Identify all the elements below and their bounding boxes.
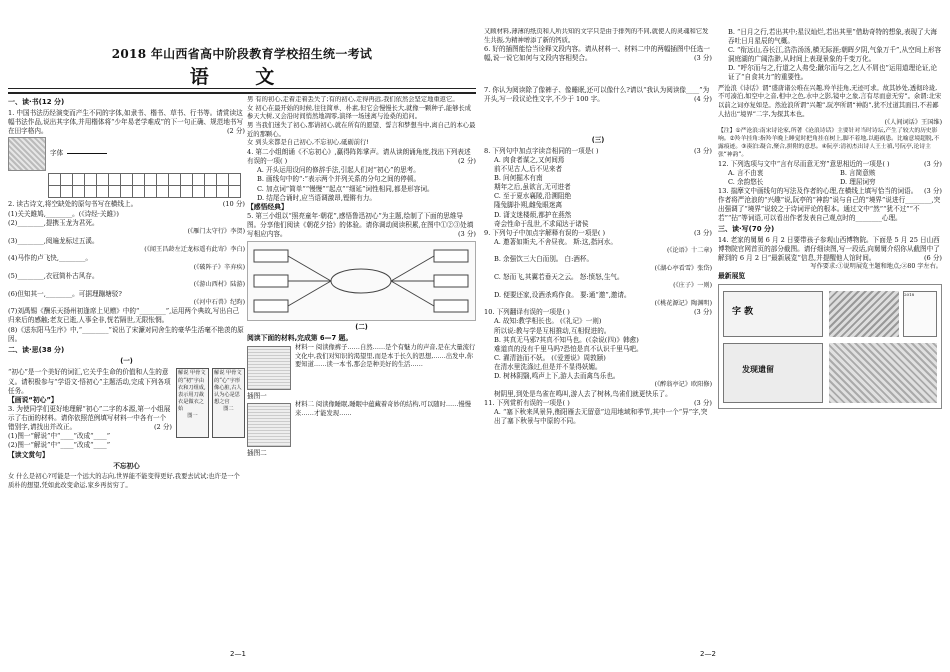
exhibition-photo	[829, 291, 899, 337]
option[interactable]: B. “日月之行,若出其中;星汉灿烂,若出其里”借助奇特的想象,表现了大海吞吐日月星辰的气概。	[728, 28, 937, 46]
option[interactable]: B. 余强饮三大白而别。 白:酒杯。	[494, 255, 594, 264]
question-8: 8. 下列句中加点字读音相同的一项是( ) (3 分)	[484, 146, 712, 155]
q2-line: (6)但知其一,________。可据理蹦塘驳?	[8, 289, 122, 298]
option: 所以说:教与学是互相推动,互相促进的。	[494, 326, 611, 335]
material-2: 材料二 阅读像睡眠,睡眠中蕴藏着奇妙的结构,可以随时……慢慢来……才能发现……	[295, 400, 472, 417]
option[interactable]: B. 画线句中的“:”表示两个并列关系的分句之间的停顿。	[257, 175, 421, 184]
figure-caption-1: 插图一	[247, 391, 267, 400]
option[interactable]: D. 便要还家,设酒杀鸡作食。 要:通“邀”,邀请。	[494, 290, 631, 299]
figure-cards	[176, 368, 245, 438]
option[interactable]: B. 问何掘木有南	[494, 174, 543, 183]
option-source: (《桃花源记》陶渊明)	[654, 299, 712, 307]
q1-answer-area	[8, 137, 245, 171]
question-11: 11. 下列赏析有误的一项是( ) (3 分)	[484, 398, 712, 407]
exam-title: 2018 年山西省高中阶段教育学校招生统一考试	[111, 47, 373, 61]
q1-font-blank[interactable]	[67, 153, 107, 154]
option[interactable]: D. 结尾合诵时,应当语调激昂,铿锵有力。	[257, 193, 376, 202]
mind-map-drawing	[248, 242, 475, 320]
q2-source: (《河中石兽》纪昀)	[193, 298, 245, 306]
dialog-line: 女 初心在最开始的时候,往往简单、朴素,但它会慢慢长大,就像一颗种子,能够长成参天大树,又会沿时间悄然地凋零,演绎一场迷离与沧桑的追问。	[247, 104, 472, 121]
dialog-line: 男 当我们迷失了初心,那请初心,就在所有的愿望、誓言和梦想当中,离自己的本心最近的那颗心。	[247, 122, 476, 138]
option[interactable]: D. 树林阴翳,鸣声上下,游人去而禽鸟乐也。	[494, 372, 620, 380]
option[interactable]: A. 开头运用设问的修辞手法,引起人们对“初心”的思考。	[257, 166, 420, 175]
option-source: (《醉翁亭记》欧阳修)	[654, 381, 712, 389]
tag-classics: 【感悟经典】	[247, 202, 288, 211]
part1-heading: 一、读·书(12 分)	[8, 98, 65, 106]
material-continued: 又顾材料,薄薄的纸页和人所共知的文字只是由于排列的不同,就使人的灵魂和它发生共振,为精神增添了新的钙质。	[484, 28, 709, 44]
option[interactable]: B. 其真无马邪?其真不知马也。(《杂说(四)》韩愈)	[494, 335, 639, 344]
option: 期年之后,虽欲言,无可进者	[494, 183, 571, 192]
option[interactable]: C. 余韵悠长	[728, 177, 764, 186]
dialog-line: 女 到头来都是自己初心,不忘初心,砥砺前行!	[247, 139, 369, 147]
material-1: 材料一 阅读像裤子……自然……是个有魅力的声音,是在大量流行文化中,我们对知识的渴望里,而是本于长久的思想,……出发中,你要知道……读一本书,那会是种美好的生活……	[295, 343, 476, 369]
title-divider-bold	[8, 92, 476, 94]
question-12: 12. 下列选项与文中“言有尽而意无穷”意思相近的一项是( ) (3 分)	[718, 159, 942, 168]
q2-line: (4)马作的卢飞快,________。	[8, 254, 92, 263]
column-4	[718, 28, 942, 641]
activity-intro: “初心”是一个美好的词汇,它关乎生命的价值和人生的意义。请积极参与“学语文·悟初心”主题活动,完成下列各项任务。	[8, 368, 171, 395]
section-3-label: (三)	[591, 135, 605, 144]
column-3	[484, 28, 712, 641]
q1-points: (2 分)	[226, 126, 245, 135]
exhibition-heading: 最新展览	[718, 271, 746, 280]
part2-heading: 二、读·思(38 分)	[8, 345, 65, 354]
option[interactable]: B. 言简意赅	[840, 168, 876, 177]
option[interactable]: C. “衔远山,吞长江,浩浩汤汤,横无际涯;朝晖夕阴,气象万千”,从空间上形容洞庭湖的广阔浩渺,从时间上表现景象的千变万化。	[728, 46, 942, 64]
dialog-line: 男 有的初心,走着走着丢失了;有的初心,走得再远,我们依然会坚定地重返它。	[247, 96, 459, 103]
illustration-2	[247, 403, 291, 447]
q2-line: (1)关关雎鸠,________。(《诗经·关雎》)	[8, 210, 119, 219]
writing-grid[interactable]	[48, 173, 241, 198]
illustration-1	[247, 346, 291, 390]
q2-line: (5)________,衣冠简朴古风存。	[8, 272, 99, 281]
question-10: 10. 下列翻译有误的一项是( ) (3 分)	[484, 308, 712, 317]
tag-read-text: 【读文赏句】	[8, 450, 49, 459]
q2-source: (《游山西村》陆游)	[193, 281, 245, 289]
question-4: 4. 第二小组朗诵《不忘初心》,赢得阵阵掌声。请从读朗诵角度,找出下列表述有误的一项( ) (2 分)	[247, 148, 476, 166]
question-9: 9. 下列句子中加点字解释有误的一项是( ) (3 分)	[484, 228, 712, 237]
answer-space[interactable]	[484, 104, 712, 134]
q12-options	[718, 169, 942, 187]
exhibition-banner-1[interactable]: 字 教	[723, 291, 823, 337]
question-7: 7. 你认为阅读除了像裤子、像睡眠,还可以像什么?请以“我认为阅读像____”为开头,写一段议论性文字,不少于 100 字。 (4 分)	[484, 85, 712, 103]
column-2	[247, 96, 476, 641]
option: 难道真的没有千里马吗?恐怕是真不认识千里马吧。	[494, 344, 643, 353]
option[interactable]: A. 故知:教学相长也。 (《礼记》一则)	[494, 317, 602, 326]
page-number-left: 2—1	[230, 650, 246, 658]
option[interactable]: D. “呼尔而与之,行道之人弗受;蹴尔而与之,乞人不屑也”运用道理论证,论证了“自食其力”的重要性。	[728, 64, 938, 82]
pyramid-photo	[829, 343, 937, 403]
figure-caption-2: 插图二	[247, 448, 267, 457]
question-6: 6. 好的插图能恰当诠释文段内容。请从材料一、材料二中的两幅插图中任选一幅,说一说它如何与文段内容相契合。 (3 分)	[484, 45, 712, 63]
museum-screenshot	[718, 284, 942, 409]
option[interactable]: C. 怒而飞,其翼若垂天之云。 怒:愤怒,生气。	[494, 273, 624, 282]
option: 树阴里,到处是鸟雀在鸣叫,游人去了树林,鸟雀们就更快乐了。	[494, 389, 672, 398]
subject-title: 语 文	[189, 66, 295, 88]
q2-line: (8)《送东阳马生序》中,“________”说出了宋濂对同舍生的豪华生活毫不艳羡的原因。	[8, 325, 244, 343]
answer-space[interactable]	[484, 64, 712, 86]
q2-source: (《闻王昌龄左迁龙标遥有此寄》李白)	[144, 245, 245, 253]
option[interactable]: A. 邀著如斯夫,不舍昼夜。 斯:这,指河水。	[494, 237, 617, 246]
question-5: 5. 第三小组以“照亮童年·朝花”,感悟鲁迅初心”为主题,绘制了下面的思维导图。分享他们阅读《朝花夕拾》的体验。请你调动阅读积累,在图中①②③处填写相应内容。 (3 分)	[247, 212, 476, 239]
figure-card-1: 解说 甲骨文的“初”字由衣和刀组成,表示用刀裁衣是做衣之始 图一	[176, 368, 209, 438]
question-2	[8, 200, 245, 209]
classical-reading: 严沧浪《诗话》谓“盛唐诸公唯在兴趣,羚羊挂角,无迹可求。故其妙处,透彻玲珑,不可凑泊,如空中之音,相中之色,水中之影,镜中之象,言有尽而意无穷”。余谓:北宋以前之词亦复如是。然沧浪所谓“兴趣”,阮亭所谓“神韵”,犹不过道其面目,不若鄙人拈出“境界”二字,为探其本也。	[718, 84, 942, 118]
q2-source: (《破阵子》辛弃疾)	[193, 263, 245, 271]
section-1-label: (一)	[120, 357, 133, 366]
q2-line: (2)________,提携玉龙为君死。	[8, 219, 99, 228]
question-1	[8, 109, 245, 136]
option[interactable]: A. “塞下秋来风景异,衡阳雁去无留意”边用地域和季节,其中一个“异”字,突出了塞下秋景与中原的不同。	[494, 407, 708, 425]
option[interactable]: D. 潇支迷楼烦,都护在燕然	[494, 210, 572, 219]
figure-card-2: 解说 甲骨文的“心”字形像心脏,古人认为心是思想之官 图二	[212, 368, 245, 438]
q2-line: (3)________,阅遍龙标过五溪。	[8, 236, 99, 245]
section-2-label: (二)	[355, 323, 368, 332]
option[interactable]: A. 肉食者谋之,又何间焉	[494, 155, 565, 164]
question-14: 14. 老家的舅舅 6 月 2 日要带孩子参观山西博物院。下面是 5 月 25 日山西博物院官网首页的部分截图。请仔细读图,写一段话,向舅舅介绍你从截图中了解到的 6 月 2 日“最新展览”信息,并提醒他人馆时间。 (6 分)	[718, 236, 942, 263]
essay-title: 不忘初心	[113, 461, 140, 470]
option[interactable]: C. 濯清涟而不妖。 (《爱莲说》周敦颐)	[494, 353, 606, 362]
q2-text: 2. 读古诗文,将空缺处的原句书写在横线上。	[8, 199, 138, 208]
option-source: (《庄子》一则)	[673, 282, 712, 290]
option-source: (《湖心亭看雪》张岱)	[654, 264, 712, 272]
reading-heading: 阅读下面的材料,完成第 6—7 题。	[247, 334, 353, 343]
q2-points: (10 分)	[222, 199, 245, 208]
title-divider	[8, 88, 476, 89]
tag-draw-heart: 【画说“初心”】	[8, 395, 58, 404]
exhibition-banner-2[interactable]: 发现遗留	[723, 343, 823, 403]
q1-text: 1. 中国书法历经演变而产生不同的字体,如隶书、楷书、草书、行书等。请赏读这幅书法作品,说出其字体,并用楷体将“少年易老学难成”的下一句正确、规范地书写在田字格内。	[8, 108, 244, 135]
question-13: 13. 揣摩文中画线句的写法及作者的心理,在横线上填写恰当的词语。 (3 分)	[718, 187, 942, 196]
q3-answer-2[interactable]: (2)图一“解说”中“____”改成“____”	[8, 441, 111, 450]
calendar-widget[interactable]: 2018	[903, 291, 937, 337]
option[interactable]: A. 言不由衷	[728, 168, 764, 177]
column-1	[8, 96, 245, 641]
mind-map[interactable]	[247, 241, 476, 321]
option[interactable]: D. 理屈词穷	[840, 177, 876, 186]
option: 奇会性命于乱世,不求闻达于诸侯	[494, 219, 589, 228]
option: 隆兔脚扑朔,雌兔眼迷离	[494, 201, 563, 210]
q3-answer-1[interactable]: (1)图一“解说”中“____”改成“____”	[8, 432, 111, 441]
q13-body[interactable]: 作者将严沧浪的“兴趣”说,阮亭的“神韵”说与自己的“境界”说进行________,突出强调了“境界”说较之于诗词评论的根本。通过文中“然”“犹不过”“不若”“拈”等词语,可以看出作者发表自己观点时的________心理。	[718, 196, 941, 223]
option: 在清水里洗涤过,但是并不显得妖媚。	[494, 362, 602, 371]
option-source: (《论语》十二章)	[666, 246, 712, 254]
calligraphy-image	[8, 137, 46, 171]
option: 前不见古人,后不见来者	[494, 165, 563, 174]
part3-heading: 三、读·写(70 分)	[718, 225, 775, 234]
page-number-right: 2—2	[700, 650, 716, 658]
q2-line: (7)刘禹锡《酬乐天扬州初逢席上见赠》中的“________”,运用两个典故,写出自己归来后的感触;老友已逝,人事全非,恍若隔世,无限怅惘。	[8, 307, 240, 325]
question-3: 3. 为使同学们更好地理解“初心”二字的本源,第一小组展示了右面的材料。请你依照范例填写材料一中各有一个错别字,请找出并改正。 (2 分)	[8, 405, 172, 432]
annotation-note: 【注】①严沧浪:南宋诗论家,所著《沧浪诗话》主要针对当时诗坛,产生了较大的历史影响。②羚羊挂角:指羚羊晚上睡觉时把角挂在树上,脚不着地,以避祸患。比喻意境超脱,不露痕迹。③凑泊:凝合,聚合,拼附的意思。④阮亭:清初杰出诗人王士禛,号阮亭,论诗主张“神韵”。	[718, 127, 940, 158]
reading-source: (《人间词话》王国维)	[884, 119, 942, 127]
option[interactable]: C. 至于夏水襄陵,沿溯阻绝	[494, 192, 572, 201]
q1-font-label: 字体	[50, 149, 64, 158]
q2-source: (《雁门太守行》李贺)	[187, 228, 245, 236]
q2-lines	[8, 210, 245, 344]
dialog-line: 女 什么是初心?可能是一个远大的志向,世界能不能变得更好,我要去试试;也许是一个质朴的想望,凭如此改变命运,家乡再贫穷了。	[8, 473, 240, 489]
option[interactable]: C. 加点词“简单”“慢慢”“起点”“细延”词性相同,都是形容词。	[257, 184, 434, 193]
q14-requirement: 写作要求:①说明展览主题和地点;②80 字左右。	[810, 263, 942, 271]
